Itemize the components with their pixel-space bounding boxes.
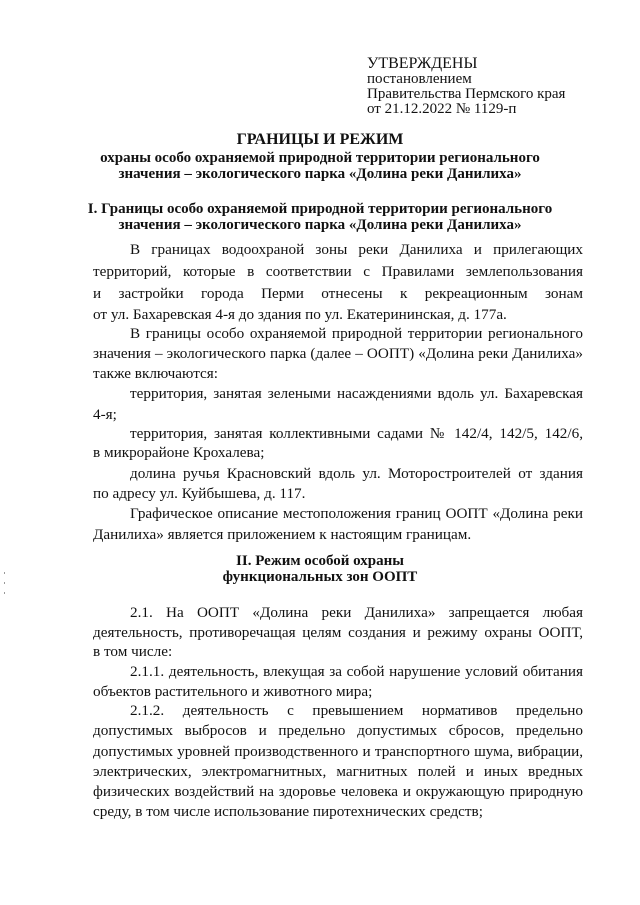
paragraph-line: в том числе: (93, 643, 173, 660)
paragraph-line: 2.1.2. деятельность с превышением нормативов предельно (130, 702, 583, 719)
approval-heading: УТВЕРЖДЕНЫ (367, 55, 478, 72)
approval-line: постановлением (367, 71, 472, 87)
paragraph-line: среду, в том числе использование пиротехнических средств; (93, 803, 483, 820)
paragraph-line: по адресу ул. Куйбышева, д. 117. (93, 485, 306, 502)
paragraph-line: 4-я; (93, 406, 117, 423)
paragraph-line: территория, занятая коллективными садами № 142/4, 142/5, 142/6, (130, 425, 583, 442)
approval-line: Правительства Пермского края (367, 86, 566, 102)
paragraph-line: электрических, электромагнитных, магнитных полей и иных вредных (93, 763, 583, 780)
paragraph-line: территория, занятая зелеными насаждениями вдоль ул. Бахаревская (130, 385, 583, 402)
paragraph-line: Графическое описание местоположения границ ООПТ «Долина реки (130, 505, 583, 522)
scan-mark (4, 592, 5, 594)
approval-block (367, 55, 565, 117)
paragraph-line: В границы особо охраняемой природной территории регионального (130, 325, 583, 342)
section-1-heading (60, 201, 580, 233)
paragraph-line: также включаются: (93, 365, 218, 382)
paragraph-line: от ул. Бахаревская 4-я до здания по ул. Екатерининская, д. 177а. (93, 306, 507, 323)
paragraph-line: и застройки города Перми отнесены к рекреационным зонам (93, 285, 583, 302)
section-heading-line: I. Границы особо охраняемой природной территории регионального (87, 201, 553, 217)
paragraph-line: физических воздействий на здоровье человека и окружающую природную (93, 783, 583, 800)
document-subtitle (60, 150, 580, 182)
paragraph-line: допустимых выбросов и предельно допустимых сбросов, предельно (93, 722, 583, 739)
section-2-heading (60, 553, 580, 585)
paragraph-line: 2.1. На ООПТ «Долина реки Данилиха» запрещается любая (130, 604, 583, 621)
section-heading-line: значения – экологического парка «Долина реки Данилиха» (118, 217, 522, 233)
paragraph-line: объектов растительного и животного мира; (93, 683, 373, 700)
section-heading-line: II. Режим особой охраны (236, 553, 404, 569)
paragraph-line: Данилиха» является приложением к настоящим границам. (93, 526, 472, 543)
subtitle-line: охраны особо охраняемой природной территории регионального (100, 150, 540, 166)
paragraph-line: в микрорайоне Крохалева; (93, 444, 265, 461)
document-title: ГРАНИЦЫ И РЕЖИМ (236, 131, 404, 148)
approval-line: от 21.12.2022 № 1129-п (367, 101, 517, 117)
subtitle-line: значения – экологического парка «Долина реки Данилиха» (118, 166, 522, 182)
paragraph-line: В границах водоохраной зоны реки Данилиха и прилегающих (130, 241, 583, 258)
paragraph-line: территорий, которые в соответствии с Правилами землепользования (93, 263, 583, 280)
paragraph-line: 2.1.1. деятельность, влекущая за собой нарушение условий обитания (130, 663, 583, 680)
section-heading-line: функциональных зон ООПТ (222, 569, 418, 585)
paragraph-line: значения – экологического парка (далее – ООПТ) «Долина реки Данилиха» (93, 345, 583, 362)
paragraph-line: деятельность, противоречащая целям создания и режиму охраны ООПТ, (93, 624, 583, 641)
paragraph-line: долина ручья Красновский вдоль ул. Моторостроителей от здания (130, 465, 583, 482)
paragraph-line: допустимых уровней производственного и транспортного шума, вибрации, (93, 743, 583, 760)
scan-mark (4, 572, 5, 574)
scan-mark (4, 582, 5, 584)
